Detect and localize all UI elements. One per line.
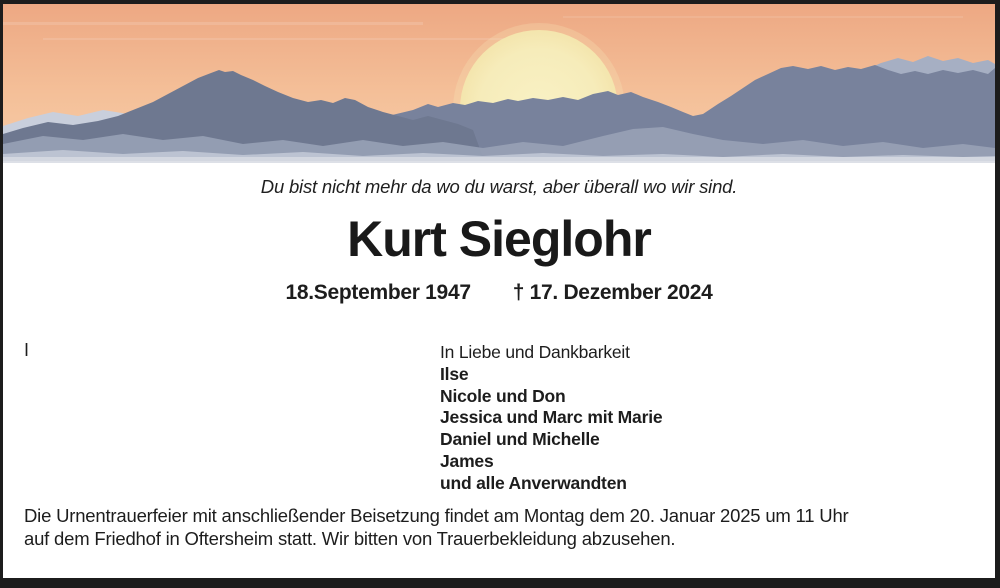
condolence-intro: In Liebe und Dankbarkeit xyxy=(440,342,630,362)
fog-band-light xyxy=(3,161,995,163)
stray-mark: I xyxy=(24,340,30,360)
mourner-line: und alle Anverwandten xyxy=(440,472,627,493)
cloud-streak xyxy=(3,22,423,25)
life-dates xyxy=(3,281,995,305)
epitaph-quote: Du bist nicht mehr da wo du warst, aber überall wo wir sind. xyxy=(260,176,738,197)
mourner-line: Ilse xyxy=(440,363,469,384)
death-date: † 17. Dezember 2024 xyxy=(512,281,713,304)
funeral-info-line: auf dem Friedhof in Oftersheim statt. Wir bitten von Trauerbekleidung abzusehen. xyxy=(24,528,676,550)
cloud-streak xyxy=(563,16,963,18)
birth-date: 18.September 1947 xyxy=(285,281,471,304)
mourner-line: Jessica und Marc mit Marie xyxy=(440,407,663,428)
mourners-block xyxy=(440,342,662,495)
mourner-line: Nicole und Don xyxy=(440,385,566,406)
mourner-line: Daniel und Michelle xyxy=(440,429,600,450)
mourner-line: James xyxy=(440,450,494,471)
cloud-streak xyxy=(43,38,543,40)
funeral-info xyxy=(24,504,979,550)
deceased-name: Kurt Sieglohr xyxy=(347,211,651,267)
funeral-info-line: Die Urnentrauerfeier mit anschließender Beisetzung findet am Montag dem 20. Januar 2025 um 11 Uhr xyxy=(24,505,849,526)
sunset-mountains-image xyxy=(3,4,995,163)
